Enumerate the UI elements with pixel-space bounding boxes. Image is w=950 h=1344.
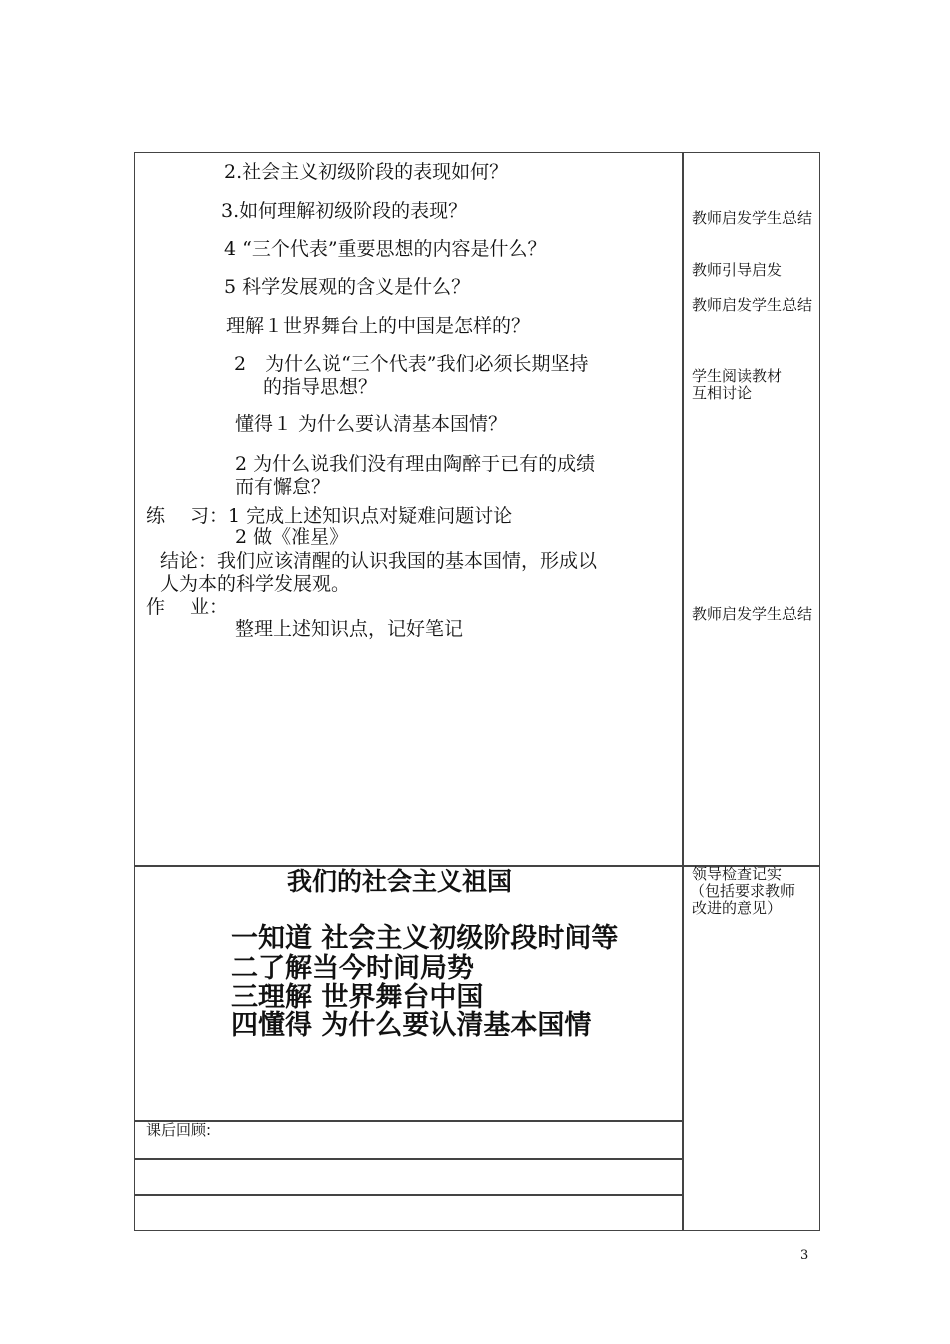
side-note-2: 教师引导启发 — [692, 261, 783, 279]
question-2: 2.社会主义初级阶段的表现如何？ — [224, 161, 509, 183]
side-note-3: 教师启发学生总结 — [692, 296, 813, 314]
grasp-2-line-1: 2 为什么说我们没有理由陶醉于已有的成绩 — [235, 453, 596, 475]
review-label: 课后回顾: — [146, 1121, 212, 1139]
question-5: 5 科学发展观的含义是什么？ — [224, 276, 471, 298]
board-line-3: 三理解 世界舞台中国 — [231, 982, 484, 1013]
row-divider-review-1 — [134, 1120, 683, 1122]
question-4: 4 “三个代表”重要思想的内容是什么？ — [224, 238, 547, 260]
conclusion-line-2: 人为本的科学发展观。 — [160, 573, 351, 595]
conclusion-line-1: 结论：我们应该清醒的认识我国的基本国情，形成以 — [160, 550, 598, 572]
board-line-1: 一知道 社会主义初级阶段时间等 — [231, 923, 619, 954]
practice-line-2: 2 做《准星》 — [235, 526, 349, 548]
board-title: 我们的社会主义祖国 — [287, 867, 513, 896]
column-divider — [682, 152, 684, 1231]
side-note-1: 教师启发学生总结 — [692, 209, 813, 227]
grasp-2-line-2: 而有懈怠？ — [235, 476, 331, 498]
row-divider-review-3 — [134, 1194, 683, 1196]
practice-line-1: 练 习：1 完成上述知识点对疑难问题讨论 — [146, 505, 513, 527]
leader-note-line-2: （包括要求教师 — [690, 882, 796, 900]
board-line-2: 二了解当今时间局势 — [231, 953, 474, 984]
page-number: 3 — [800, 1248, 809, 1263]
homework-label: 作 业： — [146, 596, 229, 618]
understand-2-line-2: 的指导思想？ — [263, 376, 378, 398]
leader-note-line-3: 改进的意见） — [692, 899, 783, 917]
homework-text: 整理上述知识点，记好笔记 — [235, 618, 464, 640]
understand-1: 理解１世界舞台上的中国是怎样的？ — [226, 315, 531, 337]
question-3: 3.如何理解初级阶段的表现？ — [221, 200, 468, 222]
board-line-4: 四懂得 为什么要认清基本国情 — [231, 1010, 592, 1041]
leader-note-line-1: 领导检查记实 — [692, 865, 783, 883]
row-divider-review-2 — [134, 1158, 683, 1160]
understand-2-line-1: 2 为什么说“三个代表”我们必须长期坚持 — [234, 353, 589, 375]
side-note-5: 教师启发学生总结 — [692, 605, 813, 623]
grasp-1: 懂得１ 为什么要认清基本国情？ — [235, 413, 508, 435]
side-note-4: 学生阅读教材互相讨论 — [692, 367, 783, 402]
